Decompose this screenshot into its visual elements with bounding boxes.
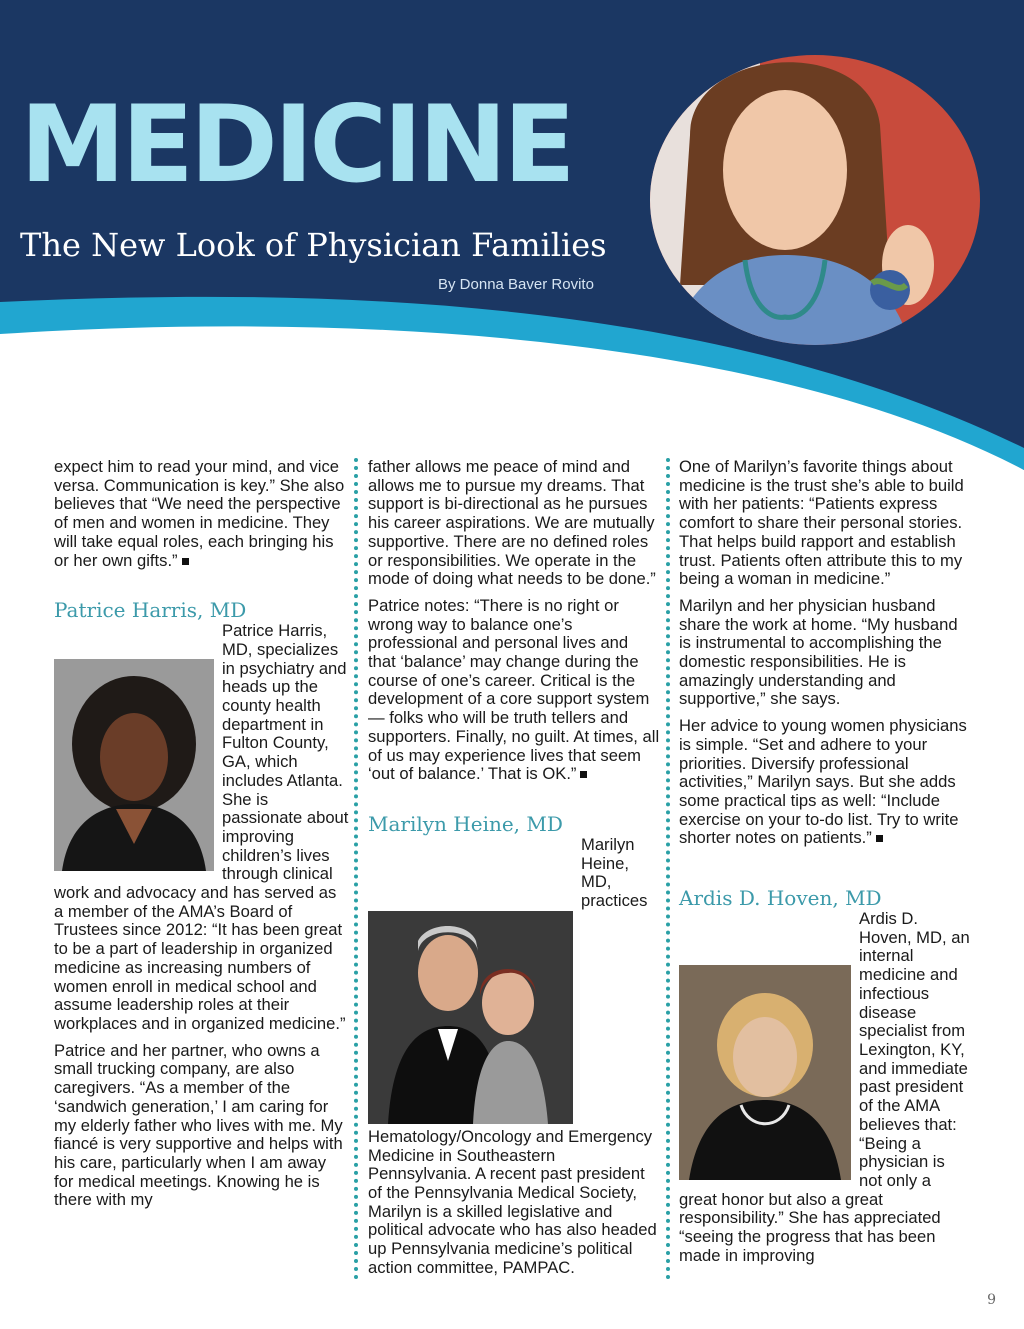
page-subtitle: The New Look of Physician Families (20, 226, 607, 264)
col3-paragraph-1: One of Marilyn’s favorite things about medicine is the trust she’s able to build with her patients: “Patients express comfort to share their personal stories. That helps build rapport and establish trust. Patients often attribute this to my being a woman in medicine.” (679, 457, 964, 589)
header-portrait-photo (650, 55, 980, 345)
col2-paragraph-1: father allows me peace of mind and allows me to pursue my dreams. That support is bi-directional as he pursues his career aspirations. We are mutually supportive. There are no defined roles or responsibilities. We operate in the mode of doing what needs to be done.” (368, 457, 656, 589)
heine-paragraph-1: Marilyn Heine, MD, practices Hematology/Oncology and Emergency Medicine in Southeastern Pennsylvania. A recent past president of the Pennsylvania Medical Society, Marilyn is a skilled legislative and political advocate who has also headed up Pennsylvania medicine’s political action committee, PAMPAC. (368, 834, 657, 1277)
end-mark-icon (876, 835, 883, 842)
end-mark-icon (182, 558, 189, 565)
harris-paragraph-2: Patrice and her partner, who owns a small trucking company, are also caregivers. “As a member of the ‘sandwich generation,’ I am caring for my elderly father who lives with me. My fiancé is very supportive and helps with his care, particularly when I am away for medical meetings. Knowing he is there with my (54, 1040, 343, 1210)
col3-paragraph-2: Marilyn and her physician husband share the work at home. “My husband is instrumental to accomplishing the domestic responsibilities. He is amazingly understanding and supportive,” she says. (679, 595, 958, 709)
col2-paragraph-2: Patrice notes: “There is no right or wrong way to balance one’s professional and personal lives and that ‘balance’ may change during the course of one’s career. Critical is the development of a core support system — folks who will be truth tellers and supporters. Finally, no guilt. At times, all of us may experience lives that seem ‘out of balance.’ That is OK.” (368, 595, 660, 784)
page-number: 9 (987, 1292, 996, 1308)
page-title: MEDICINE (20, 83, 572, 206)
column-1 (54, 458, 350, 1218)
hoven-paragraph-1: Ardis D. Hoven, MD, an internal medicine and infectious disease specialist from Lexington, KY, and immediate past president of the AMA believes that: “Being a physician is not only a great honor but also a great responsibility.” She has appreciated “seeing the progress that has been made in improving (679, 909, 970, 1265)
column-divider-1 (354, 458, 358, 1280)
column-3 (679, 458, 971, 1273)
end-mark-icon (580, 771, 587, 778)
byline: By Donna Baver Rovito (438, 276, 594, 293)
col1-intro-paragraph: expect him to read your mind, and vice versa. Communication is key.” She also believes that “We need the perspective of men and women in medicine. They will take equal roles, each bringing his or her own gifts.” (54, 457, 345, 570)
heine-photo (368, 911, 573, 1124)
harris-photo (54, 659, 214, 871)
harris-paragraph-1: Patrice Harris, MD, specializes in psychiatry and heads up the county health department in Fulton County, GA, which includes Atlanta. She is passionate about improving children’s lives through clinical work and advocacy and has served as a member of the AMA’s Board of Trustees since 2012: “It has been great to be a part of leadership in organized medicine as increasing numbers of women enroll in medical school and assume leadership roles at their workplaces and in organized medicine.” (54, 621, 349, 1033)
col3-paragraph-3: Her advice to young women physicians is simple. “Set and adhere to your priorities. Diversify professional activities,” Marilyn says. But she adds some practical tips as well: “Include exercise on your to-do list. Try to write shorter notes on patients.” (679, 716, 967, 848)
column-2 (368, 458, 660, 1286)
hoven-photo (679, 965, 851, 1180)
section-heading-harris: Patrice Harris, MD (54, 598, 247, 623)
section-heading-heine: Marilyn Heine, MD (368, 811, 563, 836)
section-heading-hoven: Ardis D. Hoven, MD (679, 886, 882, 911)
column-divider-2 (666, 458, 670, 1280)
